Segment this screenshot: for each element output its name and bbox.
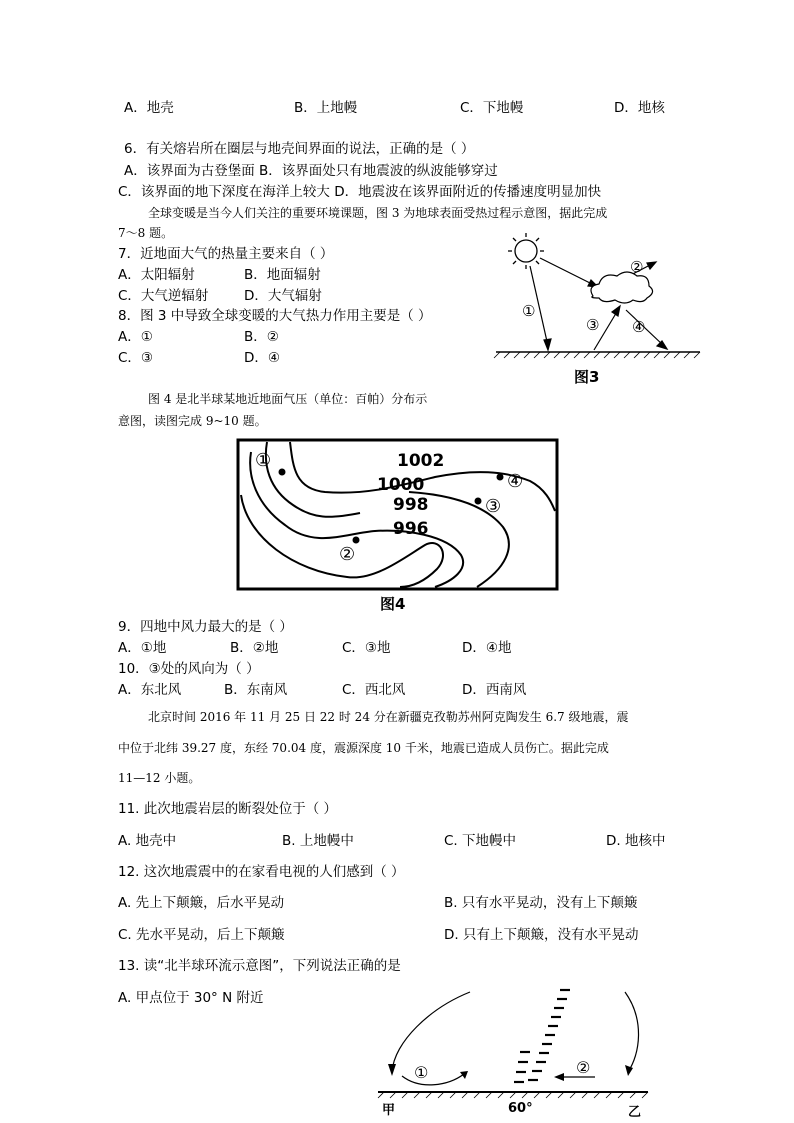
- q8-option-a: A．①: [118, 329, 153, 345]
- q6-stem: 6．有关熔岩所在圈层与地壳间界面的说法，正确的是（ ）: [124, 141, 475, 157]
- q9-option-b: B．②地: [230, 640, 279, 656]
- q5-option-a: A．地壳: [124, 100, 174, 116]
- intro-9-10-line1: 图 4 是北半球某地近地面气压（单位：百帕）分布示: [148, 392, 428, 406]
- q13-option-a: A. 甲点位于 30° N 附近: [118, 990, 264, 1006]
- cell-left-arrow-right: [460, 1071, 468, 1079]
- q13-stem: 13. 读“北半球环流示意图”，下列说法正确的是: [118, 958, 401, 974]
- isobar-label-998: 998: [393, 495, 429, 515]
- q10-option-c: C．西北风: [342, 682, 406, 698]
- q11-option-a: A. 地壳中: [118, 833, 177, 849]
- q5-option-c: C．下地幔: [460, 100, 524, 116]
- intro-9-10-line2: 意图，读图完成 9~10 题。: [118, 414, 267, 428]
- figure-4-isobar-map: [235, 437, 560, 617]
- cell-right-arc: [625, 992, 639, 1072]
- point-label-4: ④: [507, 471, 524, 492]
- q10-option-b: B．东南风: [224, 682, 288, 698]
- intro-7-8-line2: 7～8 题。: [118, 226, 174, 240]
- fig13-label-1: ①: [414, 1063, 429, 1082]
- fig3-label-4: ④: [632, 318, 646, 336]
- q9-option-c: C．③地: [342, 640, 391, 656]
- point-label-3: ③: [485, 496, 502, 517]
- intro-11-12-line1: 北京时间 2016 年 11 月 25 日 22 时 24 分在新疆克孜勒苏州阿克陶发生 6.7 级地震，震: [148, 710, 629, 724]
- point-4-dot: [497, 474, 504, 481]
- fig3-caption: 图3: [574, 368, 600, 386]
- fig13-middle-label: 60°: [508, 1101, 533, 1116]
- q6-options-line1: A．该界面为古登堡面 B．该界面处只有地震波的纵波能够穿过: [124, 163, 498, 179]
- q9-stem: 9．四地中风力最大的是（ ）: [118, 619, 293, 635]
- q10-option-d: D．西南风: [462, 682, 527, 698]
- fig3-label-3: ③: [586, 316, 600, 334]
- q7-option-c: C．大气逆辐射: [118, 288, 209, 304]
- q11-option-d: D. 地核中: [606, 833, 666, 849]
- cell-left-arc: [392, 992, 470, 1072]
- q12-option-c: C. 先水平晃动，后上下颠簸: [118, 927, 285, 943]
- cell-left-bottom: [402, 1074, 464, 1085]
- point-label-2: ②: [339, 544, 356, 565]
- intro-11-12-line3: 11—12 小题。: [118, 771, 201, 785]
- arrow-sun-to-cloud: [540, 258, 594, 285]
- fig3-label-1: ①: [522, 302, 536, 320]
- isobar-label-996: 996: [393, 519, 429, 539]
- q12-option-a: A. 先上下颠簸，后水平晃动: [118, 895, 285, 911]
- point-1-dot: [279, 469, 286, 476]
- q9-option-d: D．④地: [462, 640, 512, 656]
- q7-stem: 7．近地面大气的热量主要来自（ ）: [118, 246, 334, 262]
- q8-option-b: B．②: [244, 329, 279, 345]
- q10-option-a: A．东北风: [118, 682, 182, 698]
- isobar-label-1002: 1002: [397, 451, 445, 471]
- fig3-label-2: ②: [630, 258, 644, 276]
- q6-options-line2: C．该界面的地下深度在海洋上较大 D．地震波在该界面附近的传播速度明显加快: [118, 184, 602, 200]
- point-2-dot: [353, 537, 360, 544]
- q8-stem: 8．图 3 中导致全球变暖的大气热力作用主要是（ ）: [118, 308, 432, 324]
- q11-option-b: B. 上地幔中: [282, 833, 354, 849]
- q12-stem: 12. 这次地震震中的在家看电视的人们感到（ ）: [118, 864, 405, 880]
- q7-option-a: A．太阳辐射: [118, 267, 195, 283]
- cloud-icon: [591, 272, 653, 303]
- figure-3-heating-diagram: [490, 228, 710, 388]
- q11-option-c: C. 下地幔中: [444, 833, 517, 849]
- q11-stem: 11. 此次地震岩层的断裂处位于（ ）: [118, 801, 338, 817]
- isobar-label-1000: 1000: [377, 475, 425, 495]
- point-label-1: ①: [255, 450, 272, 471]
- q8-option-c: C．③: [118, 350, 154, 366]
- q5-option-b: B．上地幔: [294, 100, 358, 116]
- q12-option-d: D. 只有上下颠簸，没有水平晃动: [444, 927, 639, 943]
- q9-option-a: A．①地: [118, 640, 167, 656]
- q7-option-d: D．大气辐射: [244, 288, 322, 304]
- intro-11-12-line2: 中位于北纬 39.27 度，东经 70.04 度，震源深度 10 千米，地震已造成人员伤亡。据此完成: [118, 741, 609, 755]
- fig13-left-label: 甲: [382, 1103, 396, 1118]
- cell-left-arrow-down: [388, 1064, 396, 1076]
- intro-7-8-line1: 全球变暖是当今人们关注的重要环境课题，图 3 为地球表面受热过程示意图，据此完成: [148, 206, 608, 220]
- figure-13-circulation: [370, 980, 655, 1123]
- q8-option-d: D．④: [244, 350, 280, 366]
- fig4-caption: 图4: [380, 595, 406, 613]
- sun-icon: [508, 233, 544, 269]
- fig13-label-2: ②: [576, 1058, 591, 1077]
- point-3-dot: [475, 498, 482, 505]
- fig13-right-label: 乙: [628, 1105, 642, 1120]
- front-hatching: [514, 990, 570, 1082]
- q10-stem: 10．③处的风向为（ ）: [118, 661, 260, 677]
- q7-option-b: B．地面辐射: [244, 267, 321, 283]
- q5-option-d: D．地核: [614, 100, 665, 116]
- q12-option-b: B. 只有水平晃动，没有上下颠簸: [444, 895, 638, 911]
